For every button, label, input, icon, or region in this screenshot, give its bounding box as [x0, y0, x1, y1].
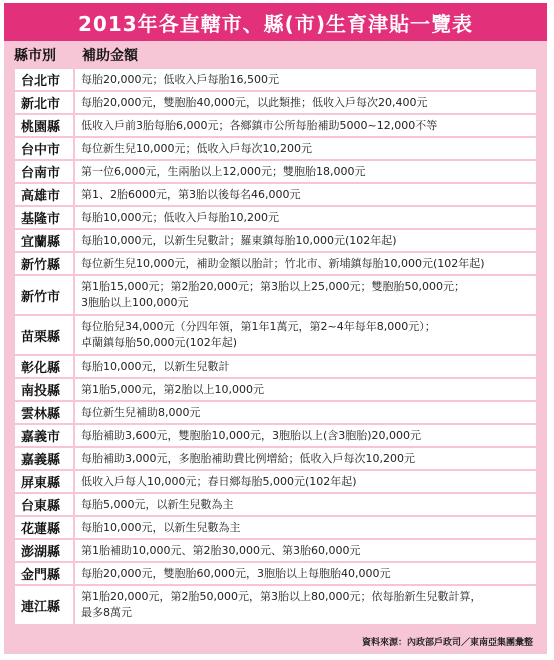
table-row	[15, 425, 536, 446]
table-row	[15, 402, 536, 423]
county-name: 新竹縣	[15, 253, 75, 274]
table-row	[15, 161, 536, 182]
table-row	[15, 586, 536, 624]
table-row	[15, 471, 536, 492]
subsidy-amount: 第一位6,000元，生兩胎以上12,000元；雙胞胎18,000元	[81, 164, 366, 178]
county-name: 雲林縣	[15, 402, 75, 423]
county-name: 屏東縣	[15, 471, 75, 492]
table-row	[15, 356, 536, 377]
table-row	[15, 448, 536, 469]
subsidy-amount: 第1、2胎6000元，第3胎以後每名46,000元	[81, 187, 301, 201]
subsidy-amount: 低收入戶每人10,000元；春日鄉每胎5,000元(102年起)	[81, 474, 357, 488]
county-name: 嘉義市	[15, 425, 75, 446]
county-name: 南投縣	[15, 379, 75, 400]
county-name: 新竹市	[15, 276, 75, 314]
table-panel	[4, 3, 547, 654]
subsidy-amount: 低收入戶前3胎每胎6,000元；各鄉鎮市公所每胎補助5000~12,000不等	[81, 118, 438, 132]
source-note: 資料來源：內政部戶政司／東南亞集團彙整	[361, 638, 533, 648]
table-row	[15, 92, 536, 113]
table-row	[15, 563, 536, 584]
county-name: 新北市	[15, 92, 75, 113]
table-row	[15, 379, 536, 400]
county-name: 台北市	[15, 69, 75, 90]
subsidy-amount: 每胎10,000元，以新生兒數計；羅東鎮每胎10,000元(102年起)	[81, 233, 397, 247]
table-row	[15, 115, 536, 136]
county-name: 彰化縣	[15, 356, 75, 377]
header-amount: 補助金額	[82, 48, 138, 64]
table-row	[15, 517, 536, 538]
header-county: 縣市別	[14, 48, 56, 64]
table-title: 2013年各直轄市、縣(市)生育津貼一覽表	[4, 3, 547, 41]
table-row	[15, 138, 536, 159]
subsidy-amount: 每胎10,000元，以新生兒數計	[81, 359, 230, 373]
county-name: 台東縣	[15, 494, 75, 515]
county-name: 苗栗縣	[15, 316, 75, 354]
subsidy-amount: 第1胎20,000元，第2胎50,000元，第3胎以上80,000元；依每胎新生兒數計算， 最多8萬元	[81, 590, 482, 619]
county-name: 基隆市	[15, 207, 75, 228]
table-row	[15, 184, 536, 205]
table-row	[15, 253, 536, 274]
subsidy-amount: 每位胎兒34,000元（分四年領，第1年1萬元，第2~4年每年8,000元）； 卓蘭鎮每胎50,000元(102年起)	[81, 320, 436, 349]
table-row	[15, 494, 536, 515]
subsidy-amount: 每胎10,000元；低收入戶每胎10,200元	[81, 210, 279, 224]
subsidy-amount: 第1胎15,000元；第2胎20,000元；第3胎以上25,000元；雙胞胎50,000元； 3胞胎以上100,000元	[81, 280, 465, 309]
subsidy-amount: 每位新生兒10,000元，補助金額以胎計；竹北市、新埔鎮每胎10,000元(102年起)	[81, 256, 485, 270]
county-name: 桃園縣	[15, 115, 75, 136]
table-row	[15, 69, 536, 90]
table-row	[15, 316, 536, 354]
table-row	[15, 207, 536, 228]
county-name: 連江縣	[15, 586, 75, 624]
county-name: 高雄市	[15, 184, 75, 205]
county-name: 金門縣	[15, 563, 75, 584]
table-header	[4, 41, 547, 69]
county-name: 嘉義縣	[15, 448, 75, 469]
county-name: 花蓮縣	[15, 517, 75, 538]
table-row	[15, 230, 536, 251]
table-row	[15, 276, 536, 314]
table-body	[4, 69, 547, 624]
subsidy-amount: 每胎5,000元，以新生兒數為主	[81, 497, 234, 511]
subsidy-amount: 每胎20,000元，雙胞胎60,000元，3胞胎以上每胞胎40,000元	[81, 566, 391, 580]
subsidy-amount: 每位新生兒10,000元；低收入戶每次10,200元	[81, 141, 312, 155]
county-name: 澎湖縣	[15, 540, 75, 561]
subsidy-amount: 每位新生兒補助8,000元	[81, 405, 201, 419]
subsidy-amount: 第1胎5,000元，第2胎以上10,000元	[81, 382, 264, 396]
county-name: 宜蘭縣	[15, 230, 75, 251]
table-row	[15, 540, 536, 561]
subsidy-amount: 第1胎補助10,000元、第2胎30,000元、第3胎60,000元	[81, 543, 361, 557]
county-name: 台中市	[15, 138, 75, 159]
subsidy-amount: 每胎20,000元；低收入戶每胎16,500元	[81, 72, 279, 86]
subsidy-amount: 每胎補助3,600元，雙胞胎10,000元，3胞胎以上(含3胞胎)20,000元	[81, 428, 422, 442]
subsidy-amount: 每胎20,000元，雙胞胎40,000元，以此類推；低收入戶每次20,400元	[81, 95, 428, 109]
subsidy-amount: 每胎10,000元，以新生兒數為主	[81, 520, 241, 534]
subsidy-amount: 每胎補助3,000元，多胞胎補助費比例增給；低收入戶每次10,200元	[81, 451, 415, 465]
county-name: 台南市	[15, 161, 75, 182]
